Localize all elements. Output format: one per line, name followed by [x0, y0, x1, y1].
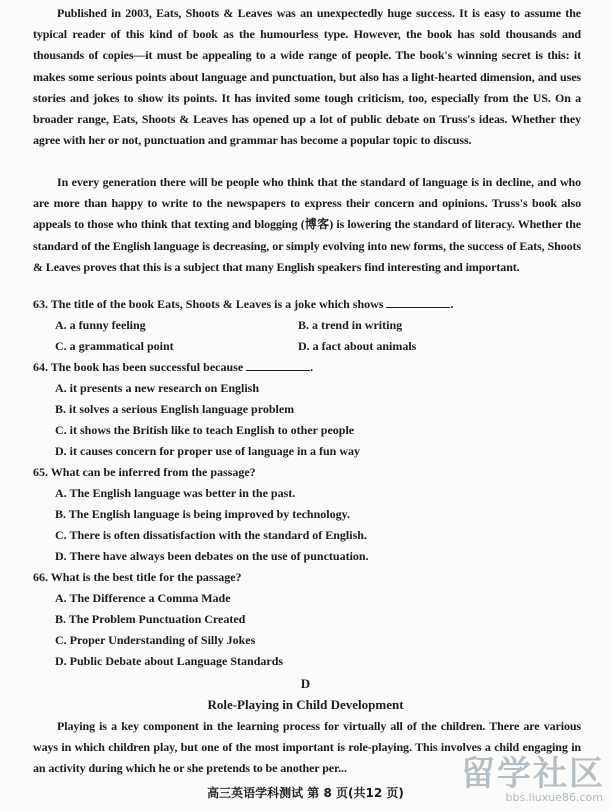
watermark-logo: 留学社区 [461, 754, 605, 794]
option-66-d: D. Public Debate about Language Standards [55, 654, 284, 668]
option-65-c: C. There is often dissatisfaction with the standard of English. [55, 528, 367, 542]
option-65-b: B. The English language is being improved by technology. [55, 507, 350, 521]
passage-paragraph-1: Published in 2003, Eats, Shoots & Leaves was an unexpectedly huge success. It is easy to assume the typical reader of this kind of book as the humourless type. However, the book has sold thousands and thousands of copies—it must be appealing to a wide range of people. The book's winning secret is this: it makes some serious points about language and punctuation, but also has a light-hearted dimension, and uses stories and jokes to show its points. It has invited some tough criticism, too, especially from the US. On a broader range, Eats, Shoots & Leaves has opened up a lot of public debate on Truss's ideas. Whether they agree with her or not, punctuation and grammar has become a popular topic to discuss. [33, 6, 581, 148]
answer-blank [386, 297, 450, 308]
section-letter: D [300, 676, 311, 691]
option-63-a: A. a funny feeling [55, 318, 146, 332]
option-63-d: D. a fact about animals [298, 339, 417, 353]
question-66: 66. What is the best title for the passage? [33, 570, 242, 584]
option-64-b: B. it solves a serious English language problem [55, 402, 295, 416]
option-66-a: A. The Difference a Comma Made [55, 591, 231, 605]
watermark-url: bbs.liuxue86.com [505, 791, 603, 804]
option-65-a: A. The English language was better in the past. [55, 486, 296, 500]
option-64-c: C. it shows the British like to teach English to other people [55, 423, 355, 437]
option-63-b: B. a trend in writing [298, 318, 403, 332]
passage-title: Role-Playing in Child Development [207, 697, 404, 712]
question-63: 63. The title of the book Eats, Shoots & Leaves is a joke which shows . [33, 297, 454, 311]
option-64-d: D. it causes concern for proper use of language in a fun way [55, 444, 361, 458]
question-65: 65. What can be inferred from the passage? [33, 465, 256, 479]
watermark [447, 756, 605, 804]
option-64-a: A. it presents a new research on English [55, 381, 260, 395]
option-66-c: C. Proper Understanding of Silly Jokes [55, 633, 256, 647]
option-66-b: B. The Problem Punctuation Created [55, 612, 246, 626]
option-65-d: D. There have always been debates on the use of punctuation. [55, 549, 369, 563]
passage-paragraph-2: In every generation there will be people who think that the standard of language is in decline, and who are more than happy to write to the newspapers to express their concern and opinions. Truss's book also appeals to those who think that texting and blogging (博客) is lowering the standard of literacy. Whether the standard of the English language is decreasing, or simply evolving into new forms, the success of Eats, Shoots & Leaves proves that this is a subject that many English speakers find interesting and important. [33, 175, 581, 274]
option-63-c: C. a grammatical point [55, 339, 174, 353]
answer-blank [246, 360, 310, 371]
page-footer: 高三英语学科测试 第 8 页(共12 页) [207, 786, 404, 800]
question-64: 64. The book has been successful because . [33, 360, 314, 374]
passage-paragraph-3: Playing is a key component in the learning process for virtually all of the children. There are various ways in which children play, but one of the most important is role-playing. This involves a child engaging in an activity during which he or she pretends to be another per... [33, 719, 581, 776]
